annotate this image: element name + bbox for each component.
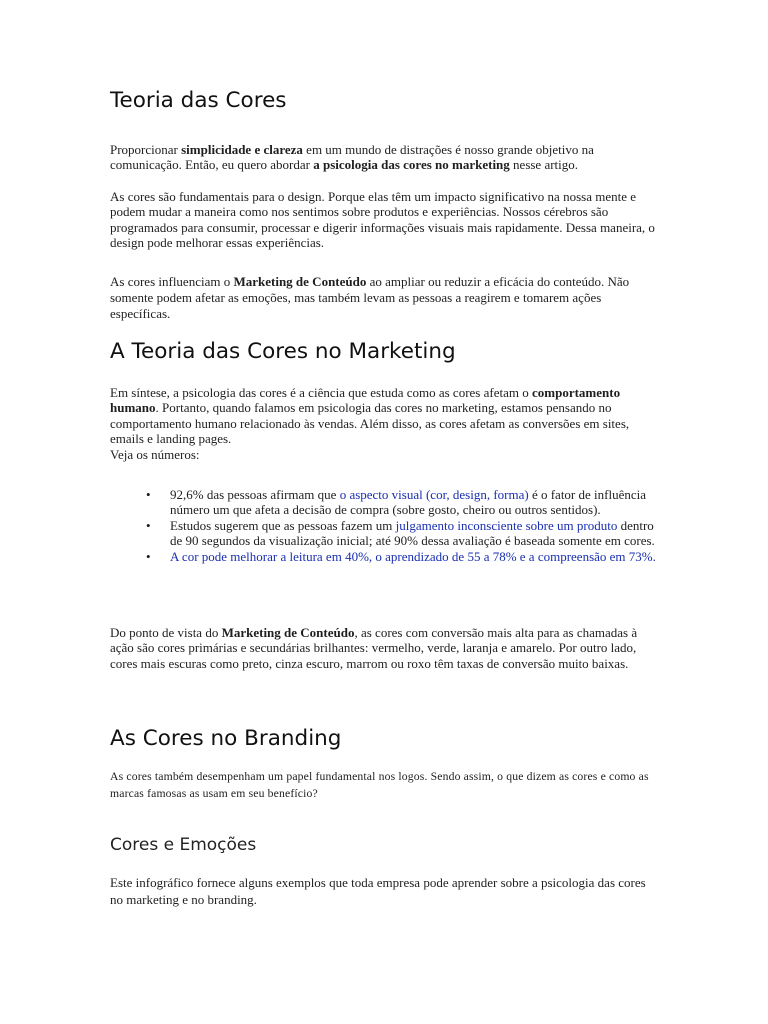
link-aspecto-visual[interactable]: o aspecto visual (cor, design, forma)	[339, 487, 529, 502]
text-run: em um mundo de distrações é nosso grande objetivo na comunicação. Então, eu quero abordar	[110, 142, 594, 173]
bold-comportamento: comportamento humano	[110, 385, 621, 416]
text-run: . Portanto, quando falamos em psicologia das cores no marketing, estamos pensando no comportamento humano relacionado às vendas. Além disso, as cores afetam as conversões em sites, emails e landing pages.	[110, 400, 630, 447]
bold-marketing-conteudo-2: Marketing de Conteúdo	[221, 625, 355, 640]
text-run: Proporcionar	[110, 142, 182, 157]
list-item	[146, 518, 658, 549]
heading-cores-e-emocoes: Cores e Emoções	[110, 835, 257, 855]
heading-cores-no-branding: As Cores no Branding	[110, 726, 342, 751]
text-run: dentro de 90 segundos da visualização inicial; até 90% dessa avaliação é baseada somente em cores.	[170, 517, 655, 549]
text-run: Estudos sugerem que as pessoas fazem um	[170, 517, 396, 533]
text-run: ao ampliar ou reduzir a eficácia do conteúdo. Não somente podem afetar as emoções, mas também levam as pessoas a reagirem e tomarem ações específicas.	[110, 274, 630, 322]
paragraph-intro	[110, 142, 658, 173]
text-run: As cores influenciam o	[110, 274, 234, 289]
text-run: é o fator de influência número um que afeta a decisão de compra (sobre gosto, cheiro ou outros sentidos).	[170, 487, 647, 518]
paragraph-design: As cores são fundamentais para o design. Porque elas têm um impacto significativo na nossa mente e podem mudar a maneira como nos sentimos sobre produtos e experiências. Nossos cérebros são programados para consumir, processar e digerir informações visuais mais rapidamente. Dessa maneira, o design pode melhorar essas experiências.	[110, 189, 655, 251]
paragraph-logos: As cores também desempenham um papel fundamental nos logos. Sendo assim, o que dizem as cores e como as marcas famosas as usam em seu benefício?	[110, 770, 649, 800]
bullet-list	[146, 487, 658, 564]
text-run: , as cores com conversão mais alta para as chamadas à ação são cores primárias e secundárias brilhantes: vermelho, verde, laranja e amarelo. Por outro lado, cores mais escuras como preto, cinza escuro, marrom ou roxo têm taxas de conversão muito baixas.	[110, 625, 638, 671]
paragraph-sintese	[110, 385, 658, 462]
paragraph-marketing-conteudo	[110, 274, 658, 323]
paragraph-ponto-de-vista	[110, 625, 658, 671]
heading-teoria-no-marketing: A Teoria das Cores no Marketing	[110, 339, 456, 364]
list-item	[146, 487, 658, 518]
text-run: 92,6% das pessoas afirmam que	[170, 487, 340, 502]
link-julgamento-inconsciente[interactable]: julgamento inconsciente sobre um produto	[395, 517, 618, 533]
text-run: Em síntese, a psicologia das cores é a ciência que estuda como as cores afetam o	[110, 385, 532, 400]
heading-teoria-das-cores: Teoria das Cores	[110, 88, 287, 113]
paragraph-infografico: Este infográfico fornece alguns exemplos que toda empresa pode aprender sobre a psicologia das cores no marketing e no branding.	[110, 875, 646, 907]
bold-psicologia: a psicologia das cores no marketing	[313, 157, 510, 173]
bold-simplicidade: simplicidade e clareza	[181, 142, 303, 157]
text-run: nesse artigo.	[509, 157, 579, 173]
link-cor-leitura[interactable]: A cor pode melhorar a leitura em 40%, o aprendizado de 55 a 78% e a compreensão em 73%.	[170, 548, 656, 564]
bold-marketing-conteudo: Marketing de Conteúdo	[233, 274, 367, 289]
text-run: Do ponto de vista do	[110, 625, 222, 640]
text-veja-numeros: Veja os números:	[110, 446, 200, 462]
list-item	[146, 549, 658, 564]
